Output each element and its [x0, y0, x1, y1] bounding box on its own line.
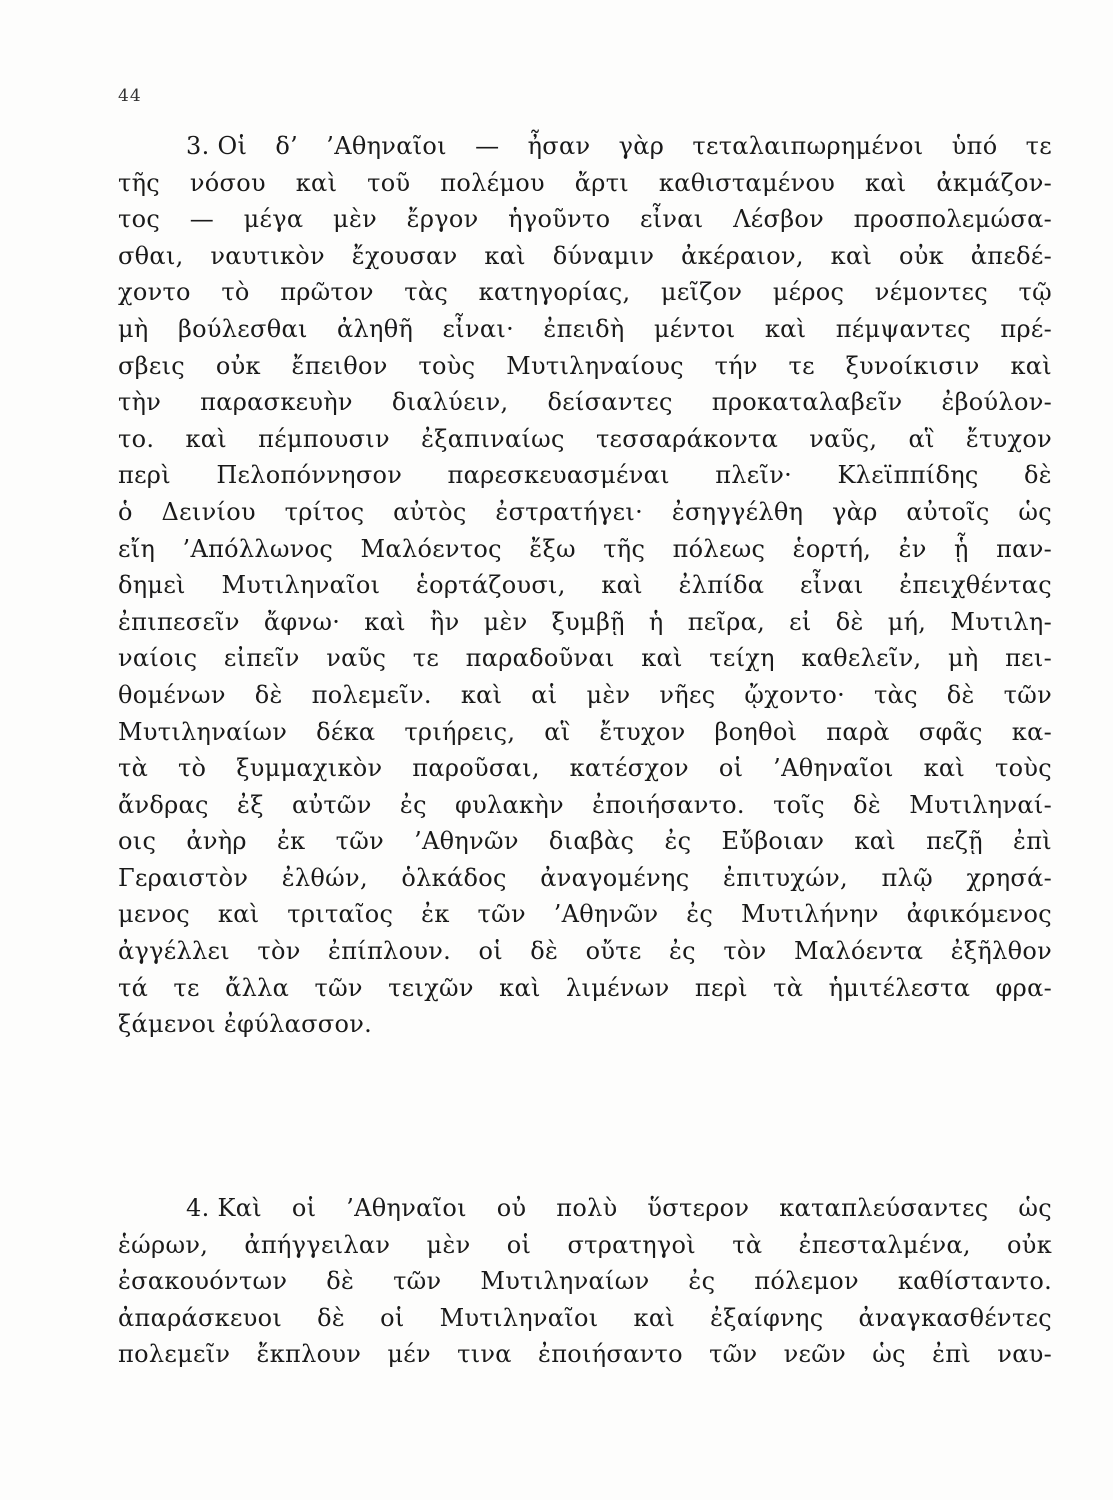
- text-line: το. καὶ πέμπουσιν ἐξαπιναίως τεσσαράκοντα ναῦς, αἳ ἔτυχον: [118, 424, 1052, 453]
- page-number: 44: [118, 86, 142, 106]
- section-number: 3.: [186, 132, 210, 160]
- text-line: ἐπιπεσεῖν ἄφνω· καὶ ἢν μὲν ξυμβῇ ἡ πεῖρα, εἰ δὲ μή, Μυτιλη-: [118, 607, 1052, 636]
- text-line: ναίοις εἰπεῖν ναῦς τε παραδοῦναι καὶ τείχη καθελεῖν, μὴ πει-: [118, 644, 1052, 673]
- text-line: τῆς νόσου καὶ τοῦ πολέμου ἄρτι καθισταμένου καὶ ἀκμάζον-: [118, 168, 1052, 197]
- text-line: σθαι, ναυτικὸν ἔχουσαν καὶ δύναμιν ἀκέραιον, καὶ οὐκ ἀπεδέ-: [118, 241, 1052, 270]
- text-line: τὴν παρασκευὴν διαλύειν, δείσαντες προκαταλαβεῖν ἐβούλον-: [118, 388, 1052, 417]
- text-line: 4. Καὶ οἱ ’Αθηναῖοι οὐ πολὺ ὕστερον καταπλεύσαντες ὡς: [186, 1194, 1052, 1222]
- text-line: περὶ Πελοπόννησον παρεσκευασμέναι πλεῖν· Κλεϊππίδης δὲ: [118, 461, 1052, 490]
- text-line: τος — μέγα μὲν ἔργον ἡγοῦντο εἶναι Λέσβον προσπολεμώσα-: [118, 205, 1052, 234]
- text-line: ἑώρων, ἀπήγγειλαν μὲν οἱ στρατηγοὶ τὰ ἐπεσταλμένα, οὐκ: [118, 1230, 1052, 1259]
- text-line: Γεραιστὸν ἐλθών, ὁλκάδος ἀναγομένης ἐπιτυχών, πλῷ χρησά-: [118, 863, 1052, 892]
- section-4: [118, 1190, 1052, 1373]
- text-line: θομένων δὲ πολεμεῖν. καὶ αἱ μὲν νῆες ᾤχοντο· τὰς δὲ τῶν: [118, 680, 1052, 709]
- text-line: σβεις οὐκ ἔπειθον τοὺς Μυτιληναίους τήν τε ξυνοίκισιν καὶ: [118, 351, 1052, 380]
- text-line: 3. Οἱ δ’ ’Αθηναῖοι — ἦσαν γὰρ τεταλαιπωρημένοι ὑπό τε: [186, 132, 1052, 160]
- text-line: ἀπαράσκευοι δὲ οἱ Μυτιληναῖοι καὶ ἐξαίφνης ἀναγκασθέντες: [118, 1303, 1052, 1332]
- section-number: 4.: [186, 1194, 210, 1222]
- text-line: πολεμεῖν ἔκπλουν μέν τινα ἐποιήσαντο τῶν νεῶν ὡς ἐπὶ ναυ-: [118, 1340, 1052, 1369]
- text-line: ξάμενοι ἐφύλασσον.: [118, 1010, 373, 1039]
- text-line: εἴη ’Απόλλωνος Μαλόεντος ἔξω τῆς πόλεως ἑορτή, ἐν ᾗ παν-: [118, 534, 1052, 563]
- text-line: ἄνδρας ἐξ αὐτῶν ἐς φυλακὴν ἐποιήσαντο. τοῖς δὲ Μυτιληναί-: [118, 790, 1052, 819]
- text-line: μὴ βούλεσθαι ἀληθῆ εἶναι· ἐπειδὴ μέντοι καὶ πέμψαντες πρέ-: [118, 314, 1052, 343]
- text-line: ἐσακουόντων δὲ τῶν Μυτιληναίων ἐς πόλεμον καθίσταντο.: [118, 1267, 1052, 1296]
- text-line: Μυτιληναίων δέκα τριήρεις, αἳ ἔτυχον βοηθοὶ παρὰ σφᾶς κα-: [118, 717, 1052, 746]
- text-line: ὁ Δεινίου τρίτος αὐτὸς ἐστρατήγει· ἐσηγγέλθη γὰρ αὐτοῖς ὡς: [118, 497, 1052, 526]
- text-line: οις ἀνὴρ ἐκ τῶν ’Αθηνῶν διαβὰς ἐς Εὔβοιαν καὶ πεζῇ ἐπὶ: [118, 827, 1052, 856]
- text-line: τὰ τὸ ξυμμαχικὸν παροῦσαι, κατέσχον οἱ ’Αθηναῖοι καὶ τοὺς: [118, 754, 1052, 783]
- section-3: [118, 128, 1052, 1043]
- text-line: δημεὶ Μυτιληναῖοι ἑορτάζουσι, καὶ ἐλπίδα εἶναι ἐπειχθέντας: [118, 571, 1052, 600]
- text-line: τά τε ἄλλα τῶν τειχῶν καὶ λιμένων περὶ τὰ ἡμιτέλεστα φρα-: [118, 973, 1052, 1002]
- text-line: ἀγγέλλει τὸν ἐπίπλουν. οἱ δὲ οὔτε ἐς τὸν Μαλόεντα ἐξῆλθον: [118, 937, 1052, 966]
- text-line: μενος καὶ τριταῖος ἐκ τῶν ’Αθηνῶν ἐς Μυτιλήνην ἀφικόμενος: [118, 900, 1052, 929]
- text-line: χοντο τὸ πρῶτον τὰς κατηγορίας, μεῖζον μέρος νέμοντες τῷ: [118, 278, 1052, 307]
